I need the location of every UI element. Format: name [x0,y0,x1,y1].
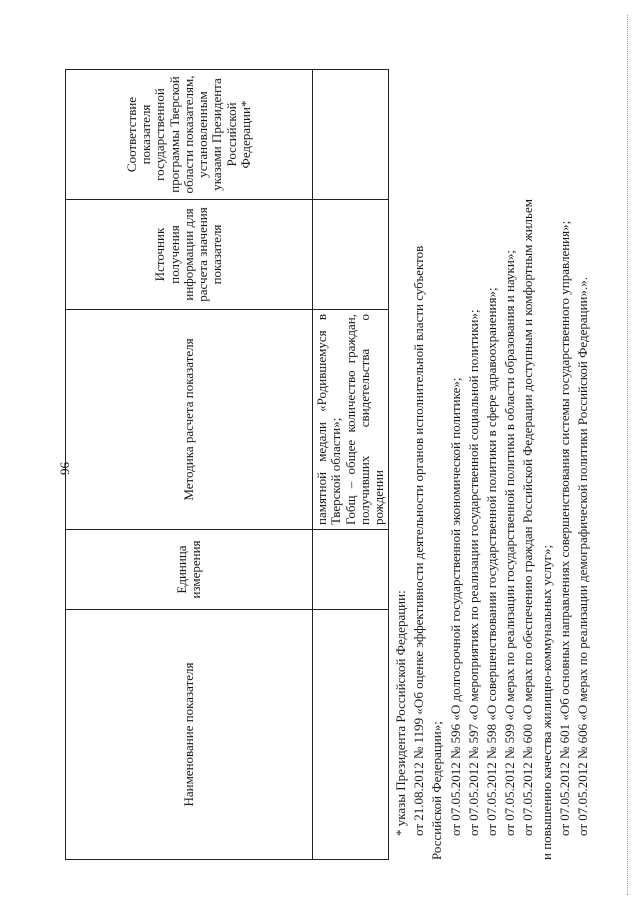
decree-597: от 07.05.2012 № 597 «О мероприятиях по реализации государственной социальной политики»; [465,309,481,836]
indicator-table [65,69,389,860]
calc-line-3: Гобщ – общее количество граждан, [342,314,358,525]
header-info-source: Источник получения информации для расчета значения показателя [66,200,313,310]
decree-598: от 07.05.2012 № 598 «О совершенствовании государственной политики в сфере здравоохранения»; [484,287,500,836]
decree-601: от 07.05.2012 № 601 «Об основных направлениях совершенствования системы государственного управления»; [556,220,572,836]
calc-line-2: Тверской области»; [328,417,344,525]
page-number: 96 [57,462,72,475]
decree-600-line2: и повышению качества жилищно-коммунальных услуг»; [538,544,554,860]
footnote-title: * указы Президента Российской Федерации: [393,590,408,836]
header-indicator-name: Наименование показателя [66,610,313,860]
header-calc-method: Методика расчета показателя [66,310,313,530]
decree-606: от 07.05.2012 № 606 «О мерах по реализации демографической политики Российской Федерации».». [575,276,591,836]
cell-calc-method [313,310,389,530]
cell-indicator-name [313,610,389,860]
header-unit: Единица измерения [66,530,313,610]
table-row [313,70,389,860]
calc-line-5: рождении [371,470,387,525]
decree-1199-line1: от 21.08.2012 № 1199 «Об оценке эффективности деятельности органов исполнительной власти субъектов [411,245,427,836]
cell-presidential-correspondence [313,70,389,200]
cell-unit [313,530,389,610]
cell-info-source [313,200,389,310]
decree-599: от 07.05.2012 № 599 «О мерах по реализации государственной политики в области образования и науки»; [502,250,518,836]
table-header-row [66,70,313,860]
footnote [392,30,592,860]
calc-line-1: памятной медали «Родившемуся в [314,314,329,525]
header-presidential-correspondence: Соответствие показателя государственной программы Тверской области показателям, установленным указами Президента Российской Федерации* [66,70,313,200]
decree-596: от 07.05.2012 № 596 «О долгосрочной государственной экономической политике»; [447,377,463,836]
decree-600-line1: от 07.05.2012 № 600 «О мерах по обеспечению граждан Российской Федерации доступным и комфортным жильем [520,199,536,836]
decree-1199-line2: Российской Федерации»; [429,721,445,860]
calc-line-4: получивших свидетельства о [356,314,372,525]
scan-edge-divider [627,15,628,895]
